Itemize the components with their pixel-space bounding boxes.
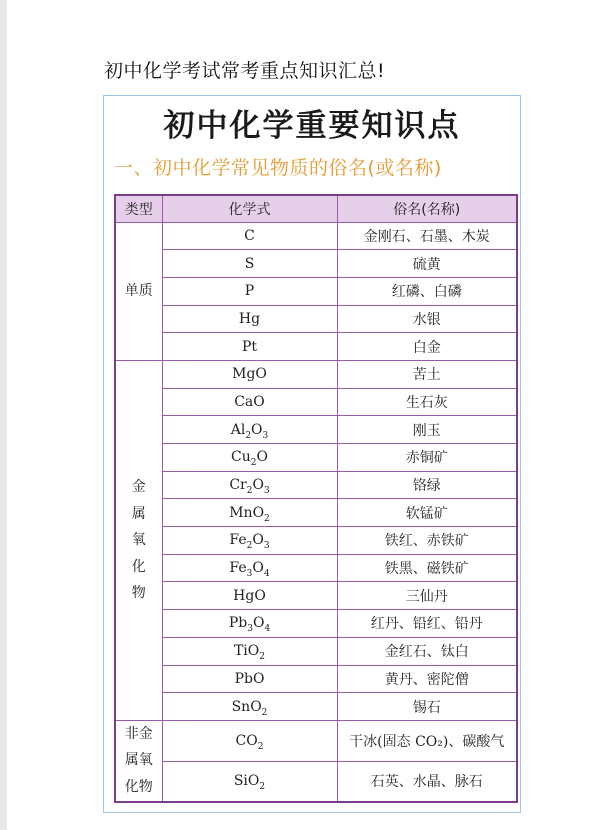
formula-element-symbol: Ti xyxy=(233,643,248,660)
formula-subscript: 3 xyxy=(262,430,269,441)
table-row xyxy=(115,277,517,305)
table-row xyxy=(115,527,517,555)
formula-cell xyxy=(162,720,337,761)
formula-subscript: 2 xyxy=(246,541,253,552)
common-name-cell: 白金 xyxy=(337,333,517,361)
type-cell xyxy=(115,360,162,720)
formula-element-symbol: Cr xyxy=(229,477,247,494)
formula-subscript: 2 xyxy=(261,707,268,718)
type-label-line: 化 xyxy=(131,558,146,575)
formula-element-symbol: O xyxy=(252,532,264,549)
table-row xyxy=(115,665,517,693)
formula-subscript: 3 xyxy=(246,568,253,579)
formula-subscript: 2 xyxy=(264,513,270,524)
common-name-cell: 红丹、铅红、铅丹 xyxy=(337,610,517,638)
formula-subscript: 2 xyxy=(250,458,257,469)
formula-element-symbol: C xyxy=(244,227,255,244)
formula-cell xyxy=(162,665,337,693)
table-row xyxy=(115,554,517,582)
formula-element-symbol: Hg xyxy=(238,310,261,327)
formula-cell xyxy=(162,499,337,527)
common-name-cell: 金刚石、石墨、木炭 xyxy=(337,222,517,250)
formula-cell xyxy=(162,250,337,278)
formula-cell xyxy=(162,471,337,499)
table-row xyxy=(115,582,517,610)
formula-element-symbol: CO xyxy=(235,732,258,749)
type-label-line: 氧 xyxy=(131,532,146,549)
formula-cell xyxy=(162,305,337,333)
header-formula: 化学式 xyxy=(162,195,337,222)
table-row xyxy=(115,333,517,361)
page-left-edge xyxy=(0,0,7,830)
table-row xyxy=(115,610,517,638)
type-label-line: 金 xyxy=(131,478,146,495)
formula-element-symbol: Fe xyxy=(229,532,247,549)
common-name-cell: 三仙丹 xyxy=(337,582,517,610)
table-row xyxy=(115,416,517,444)
common-name-cell: 生石灰 xyxy=(337,388,517,416)
formula-element-symbol: O xyxy=(254,587,266,604)
common-name-cell: 红磷、白磷 xyxy=(337,277,517,305)
common-name-cell: 金红石、钛白 xyxy=(337,637,517,665)
formula-cell xyxy=(162,360,337,388)
common-name-cell: 干冰(固态 CO₂)、碳酸气 xyxy=(337,720,517,761)
table-row xyxy=(115,360,517,388)
common-name-cell: 硫黄 xyxy=(337,250,517,278)
formula-element-symbol: O xyxy=(252,477,264,494)
card-title: 初中化学重要知识点 xyxy=(163,108,461,144)
formula-cell xyxy=(162,333,337,361)
formula-element-symbol: O xyxy=(252,560,264,577)
type-label-line: 化物 xyxy=(124,779,153,796)
table-row xyxy=(115,444,517,472)
type-label-line: 非金 xyxy=(124,725,153,742)
formula-cell xyxy=(162,637,337,665)
type-cell xyxy=(115,222,162,360)
formula-element-symbol: Fe xyxy=(229,560,247,577)
section-title: 一、初中化学常见物质的俗名(或名称) xyxy=(114,157,442,179)
formula-element-symbol: O xyxy=(253,393,265,410)
type-label-line: 物 xyxy=(131,585,146,602)
formula-element-symbol: Hg xyxy=(233,587,255,604)
formula-element-symbol: Cu xyxy=(231,449,251,466)
page-heading: 初中化学考试常考重点知识汇总! xyxy=(104,60,386,82)
formula-element-symbol: Pb xyxy=(228,615,248,632)
type-cell xyxy=(115,720,162,801)
table-row xyxy=(115,693,517,721)
table-row xyxy=(115,761,517,802)
common-name-cell: 刚玉 xyxy=(337,416,517,444)
header-type: 类型 xyxy=(115,195,162,222)
formula-cell xyxy=(162,582,337,610)
common-name-cell: 石英、水晶、脉石 xyxy=(337,761,517,802)
common-name-cell: 软锰矿 xyxy=(337,499,517,527)
type-label-line: 单质 xyxy=(124,282,153,299)
formula-element-symbol: Mn xyxy=(229,504,253,521)
formula-subscript: 2 xyxy=(246,485,253,496)
formula-subscript: 4 xyxy=(264,624,271,635)
formula-element-symbol: Al xyxy=(230,421,246,438)
formula-subscript: 2 xyxy=(245,430,252,441)
formula-subscript: 2 xyxy=(259,781,266,792)
formula-cell xyxy=(162,610,337,638)
common-name-cell: 黄丹、密陀僧 xyxy=(337,665,517,693)
formula-element-symbol: S xyxy=(244,255,255,272)
formula-element-symbol: O xyxy=(251,421,263,438)
common-name-cell: 锡石 xyxy=(337,693,517,721)
table-row xyxy=(115,471,517,499)
table-row xyxy=(115,720,517,761)
common-names-table xyxy=(114,194,518,803)
formula-element-symbol: Sn xyxy=(231,698,251,715)
formula-element-symbol: O xyxy=(247,643,260,660)
type-label-line: 属氧 xyxy=(124,752,153,769)
formula-cell xyxy=(162,761,337,802)
table-row xyxy=(115,388,517,416)
formula-subscript: 3 xyxy=(263,541,270,552)
table-row xyxy=(115,305,517,333)
formula-element-symbol: P xyxy=(244,283,255,300)
formula-element-symbol: Si xyxy=(233,773,248,790)
table-row xyxy=(115,222,517,250)
formula-subscript: 3 xyxy=(263,485,270,496)
formula-element-symbol: O xyxy=(256,449,268,466)
formula-element-symbol: Pt xyxy=(241,338,258,355)
common-name-cell: 苦土 xyxy=(337,360,517,388)
formula-subscript: 3 xyxy=(247,624,253,635)
formula-cell xyxy=(162,416,337,444)
table-header-row xyxy=(115,195,517,222)
formula-subscript: 4 xyxy=(263,568,270,579)
formula-element-symbol: O xyxy=(255,366,267,383)
knowledge-card xyxy=(103,95,521,813)
table-row xyxy=(115,499,517,527)
formula-element-symbol: O xyxy=(247,773,260,790)
formula-element-symbol: Pb xyxy=(234,670,253,687)
header-common-name: 俗名(名称) xyxy=(337,195,517,222)
formula-cell xyxy=(162,222,337,250)
common-name-cell: 赤铜矿 xyxy=(337,444,517,472)
formula-subscript: 2 xyxy=(259,651,266,662)
formula-cell xyxy=(162,527,337,555)
formula-element-symbol: O xyxy=(252,670,265,687)
common-name-cell: 铁黑、磁铁矿 xyxy=(337,554,517,582)
formula-element-symbol: O xyxy=(252,504,265,521)
formula-element-symbol: O xyxy=(252,615,265,632)
table-body xyxy=(115,222,517,802)
common-name-cell: 铁红、赤铁矿 xyxy=(337,527,517,555)
table-row xyxy=(115,637,517,665)
formula-element-symbol: Ca xyxy=(234,393,254,410)
formula-cell xyxy=(162,554,337,582)
table-row xyxy=(115,250,517,278)
formula-subscript: 2 xyxy=(257,741,264,752)
formula-cell xyxy=(162,444,337,472)
formula-cell xyxy=(162,388,337,416)
formula-element-symbol: Mg xyxy=(232,366,256,383)
type-label-line: 属 xyxy=(131,505,146,522)
formula-element-symbol: O xyxy=(250,698,262,715)
common-name-cell: 铬绿 xyxy=(337,471,517,499)
formula-cell xyxy=(162,277,337,305)
common-name-cell: 水银 xyxy=(337,305,517,333)
formula-cell xyxy=(162,693,337,721)
